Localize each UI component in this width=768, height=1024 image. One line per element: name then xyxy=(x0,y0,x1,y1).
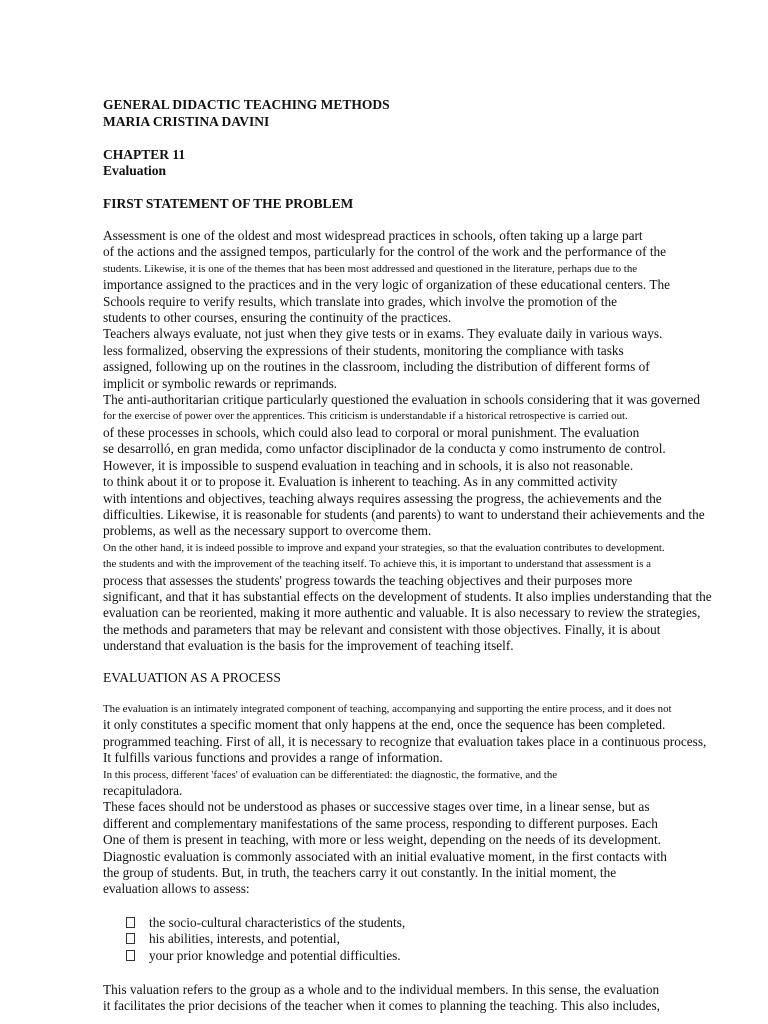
text-line: It fulfills various functions and provides a range of information. xyxy=(103,750,443,766)
text-line: This valuation refers to the group as a whole and to the individual members. In this sense, the evaluation xyxy=(103,982,660,997)
bullet-text: your prior knowledge and potential difficulties. xyxy=(149,947,401,963)
text-line: recapituladora. xyxy=(103,783,183,799)
text-line: One of them is present in teaching, with more or less weight, depending on the needs of its development. xyxy=(103,832,661,848)
text-line: Assessment is one of the oldest and most widespread practices in schools, often taking up a large part xyxy=(103,228,643,243)
text-line: se desarrolló, en gran medida, como unfactor disciplinador de la conducta y como instrumento de control. xyxy=(103,441,666,457)
text-line: with intentions and objectives, teaching always requires assessing the progress, the achievements and the xyxy=(103,490,662,506)
text-line: The anti-authoritarian critique particularly questioned the evaluation in schools considering that it was governed xyxy=(103,392,701,408)
text-line: evaluation allows to assess: xyxy=(103,881,250,897)
text-line: importance assigned to the practices and in the very logic of organization of these educational centers. The xyxy=(103,277,671,293)
text-line: assigned, following up on the routines in the classroom, including the distribution of different forms of xyxy=(103,359,650,375)
paragraph-evaluation-process xyxy=(103,701,754,898)
paragraph-problem-statement xyxy=(103,228,754,655)
text-line: for the exercise of power over the apprentices. This criticism is understandable if a historical retrospective is carried out. xyxy=(103,410,628,423)
text-line: process that assesses the students' progress towards the teaching objectives and their purposes more xyxy=(103,572,633,588)
text-line: different and complementary manifestations of the same process, responding to different purposes. Each xyxy=(103,815,658,831)
text-line: implicit or symbolic rewards or reprimands. xyxy=(103,375,338,391)
bullet-text: the socio-cultural characteristics of the students, xyxy=(149,915,406,930)
chapter-title: Evaluation xyxy=(103,163,167,178)
bullet-box-icon xyxy=(126,933,135,944)
chapter-number: CHAPTER 11 xyxy=(103,147,186,162)
text-line: the students and with the improvement of the teaching itself. To achieve this, it is important to understand that assessment is a xyxy=(103,558,651,571)
text-line: students. Likewise, it is one of the themes that has been most addressed and questioned in the literature, perhaps due to the xyxy=(103,262,638,275)
text-line: These faces should not be understood as phases or successive stages over time, in a linear sense, but as xyxy=(103,799,650,815)
text-line: the group of students. But, in truth, the teachers carry it out constantly. In the initial moment, the xyxy=(103,865,617,881)
text-line: it facilitates the prior decisions of the teacher when it comes to planning the teaching. This also includes, xyxy=(103,998,660,1014)
bullet-text: his abilities, interests, and potential, xyxy=(149,931,340,947)
text-line: evaluation can be reoriented, making it more authentic and valuable. It is also necessary to review the strategies, xyxy=(103,605,701,621)
text-line: On the other hand, it is indeed possible to improve and expand your strategies, so that the evaluation contributes to development. xyxy=(103,541,665,554)
paragraph-valuation xyxy=(103,982,754,1015)
text-line: to think about it or to propose it. Evaluation is inherent to teaching. As in any committed activity xyxy=(103,474,618,490)
text-line: The evaluation is an intimately integrated component of teaching, accompanying and supporting the entire process, and it does not xyxy=(103,703,672,715)
text-line: problems, as well as the necessary support to overcome them. xyxy=(103,523,432,539)
text-line: significant, and that it has substantial effects on the development of students. It also implies understanding that the xyxy=(103,588,712,604)
text-line: students to other courses, ensuring the continuity of the practices. xyxy=(103,310,452,326)
bullet-box-icon xyxy=(126,917,135,928)
bullet-list xyxy=(126,915,405,964)
section-heading-problem: FIRST STATEMENT OF THE PROBLEM xyxy=(103,196,354,211)
author-name: MARIA CRISTINA DAVINI xyxy=(103,114,270,129)
bullet-item xyxy=(126,948,405,964)
text-line: programmed teaching. First of all, it is necessary to recognize that evaluation takes place in a continuous process, xyxy=(103,733,707,749)
text-line: understand that evaluation is the basis for the improvement of teaching itself. xyxy=(103,638,514,654)
bullet-item xyxy=(126,915,405,931)
text-line: of these processes in schools, which could also lead to corporal or moral punishment. The evaluation xyxy=(103,424,640,440)
text-line: of the actions and the assigned tempos, particularly for the control of the work and the performance of the xyxy=(103,244,667,260)
text-line: In this process, different 'faces' of evaluation can be differentiated: the diagnostic, the formative, and the xyxy=(103,768,558,781)
book-title: GENERAL DIDACTIC TEACHING METHODS xyxy=(103,97,390,112)
text-line: less formalized, observing the expressions of their students, monitoring the compliance with tasks xyxy=(103,342,624,358)
text-line: difficulties. Likewise, it is reasonable for students (and parents) to want to understand their achievements and the xyxy=(103,506,705,522)
text-line: Diagnostic evaluation is commonly associated with an initial evaluative moment, in the first contacts with xyxy=(103,848,667,864)
text-line: the methods and parameters that may be relevant and consistent with those objectives. Finally, it is about xyxy=(103,621,661,637)
text-line: However, it is impossible to suspend evaluation in teaching and in schools, it is also not reasonable. xyxy=(103,457,634,473)
text-line: Schools require to verify results, which translate into grades, which involve the promotion of the xyxy=(103,293,618,309)
text-line: it only constitutes a specific moment that only happens at the end, once the sequence has been completed. xyxy=(103,717,666,733)
text-line: Teachers always evaluate, not just when they give tests or in exams. They evaluate daily in various ways. xyxy=(103,326,663,342)
section-heading-process: EVALUATION AS A PROCESS xyxy=(103,670,281,685)
bullet-item xyxy=(126,931,405,947)
bullet-box-icon xyxy=(126,950,135,961)
